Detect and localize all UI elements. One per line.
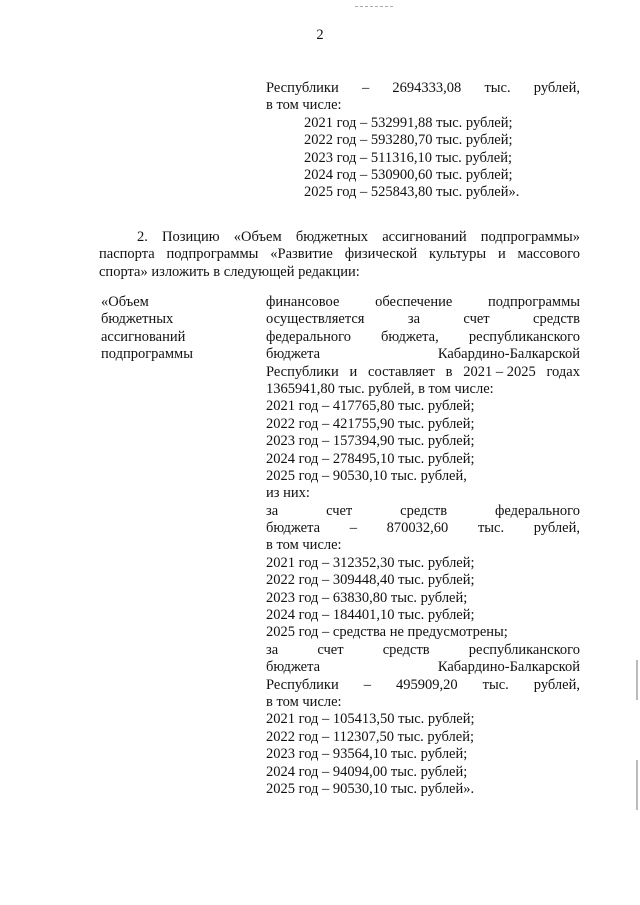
word: 2694333,08 bbox=[392, 80, 462, 96]
year-line: 2025 год – 525843,80 тыс. рублей». bbox=[304, 184, 520, 201]
year-line: 2021 год – 312352,30 тыс. рублей; bbox=[266, 554, 475, 571]
word: Республики bbox=[266, 80, 339, 96]
value-line bbox=[266, 642, 580, 659]
word: составляет bbox=[368, 363, 435, 380]
year-line: 2022 год – 112307,50 тыс. рублей; bbox=[266, 728, 474, 745]
word: Кабардино-Балкарской bbox=[437, 659, 580, 676]
label-line: «Объем bbox=[101, 294, 149, 310]
word: Республики bbox=[266, 363, 339, 380]
word: паспорта bbox=[99, 246, 155, 263]
word: федерального bbox=[266, 328, 351, 345]
year-line: 2025 год – 90530,10 тыс. рублей, bbox=[266, 467, 467, 484]
year-line: 2024 год – 94094,00 тыс. рублей; bbox=[266, 763, 468, 780]
word: тыс. bbox=[484, 80, 511, 96]
value-line: 1365941,80 тыс. рублей, в том числе: bbox=[266, 380, 494, 397]
word: 2. bbox=[137, 229, 148, 245]
word: подпрограммы bbox=[488, 294, 580, 310]
in-total-label: в том числе: bbox=[266, 693, 342, 710]
value-line bbox=[266, 520, 580, 537]
word: за bbox=[266, 502, 279, 519]
scan-artifact bbox=[355, 6, 393, 9]
year-line: 2023 год – 93564,10 тыс. рублей; bbox=[266, 746, 468, 763]
word: рублей, bbox=[533, 520, 580, 537]
year-line: 2023 год – 157394,90 тыс. рублей; bbox=[266, 433, 475, 450]
word: за bbox=[407, 311, 421, 328]
word: обеспечение bbox=[375, 294, 453, 310]
word: массового bbox=[517, 246, 580, 263]
top-first-line bbox=[266, 80, 580, 97]
word: бюджета bbox=[266, 659, 321, 676]
word: счет bbox=[326, 502, 353, 519]
value-line bbox=[266, 659, 580, 676]
paragraph-line: спорта» изложить в следующей редакции: bbox=[99, 263, 360, 280]
word: счет bbox=[463, 311, 490, 328]
value-line bbox=[266, 346, 580, 363]
word: 2021 – 2025 bbox=[463, 363, 536, 380]
word: – bbox=[349, 520, 357, 537]
top-funding-block bbox=[266, 80, 580, 202]
word: тыс. bbox=[482, 676, 509, 693]
word: бюджета, bbox=[381, 328, 439, 345]
year-line: 2023 год – 511316,10 тыс. рублей; bbox=[304, 149, 512, 166]
word: бюджета bbox=[266, 520, 321, 537]
value-line bbox=[266, 294, 580, 311]
value-line bbox=[266, 364, 580, 381]
passport-position-label bbox=[101, 294, 241, 364]
scan-edge-mark bbox=[636, 660, 638, 700]
word: 495909,20 bbox=[396, 676, 458, 693]
year-line: 2021 год – 417765,80 тыс. рублей; bbox=[266, 398, 475, 415]
word: – bbox=[361, 80, 370, 96]
word: федерального bbox=[495, 502, 580, 519]
year-line: 2024 год – 278495,10 тыс. рублей; bbox=[266, 450, 475, 467]
word: бюджета bbox=[266, 346, 321, 363]
word: «Развитие bbox=[270, 246, 333, 263]
value-line bbox=[266, 677, 580, 694]
word: ассигнований bbox=[382, 229, 467, 245]
word: Кабардино-Балкарской bbox=[437, 346, 580, 363]
year-line: 2021 год – 105413,50 тыс. рублей; bbox=[266, 711, 475, 728]
passport-position-value bbox=[266, 294, 580, 798]
word: подпрограммы bbox=[166, 246, 259, 263]
year-line: 2023 год – 63830,80 тыс. рублей; bbox=[266, 589, 468, 606]
word: средств bbox=[400, 502, 448, 519]
year-line: 2025 год – 90530,10 тыс. рублей». bbox=[266, 780, 475, 797]
label-line: бюджетных bbox=[101, 311, 174, 328]
word: средств bbox=[533, 311, 580, 328]
word: финансовое bbox=[266, 294, 340, 310]
word: подпрограммы» bbox=[480, 229, 580, 245]
word: – bbox=[363, 676, 371, 693]
item-2-paragraph bbox=[99, 229, 580, 281]
word: физической bbox=[344, 246, 418, 263]
word: в bbox=[445, 363, 453, 380]
year-line: 2024 год – 184401,10 тыс. рублей; bbox=[266, 607, 475, 624]
scan-edge-mark bbox=[636, 760, 638, 810]
label-line: подпрограммы bbox=[101, 346, 193, 363]
word: республиканского bbox=[468, 328, 580, 345]
word: осуществляется bbox=[266, 311, 365, 328]
year-line: 2025 год – средства не предусмотрены; bbox=[266, 624, 508, 641]
word: тыс. bbox=[477, 520, 505, 537]
paragraph-line bbox=[99, 229, 580, 246]
word: «Объем bbox=[233, 229, 282, 245]
year-line: 2022 год – 593280,70 тыс. рублей; bbox=[304, 132, 513, 149]
word: счет bbox=[317, 641, 344, 658]
value-line bbox=[266, 329, 580, 346]
page-number: 2 bbox=[316, 27, 324, 43]
word: и bbox=[497, 246, 506, 263]
word: республиканского bbox=[468, 641, 580, 658]
in-total-label: в том числе: bbox=[266, 537, 342, 554]
word: за bbox=[266, 641, 279, 658]
year-line: 2022 год – 309448,40 тыс. рублей; bbox=[266, 572, 475, 589]
of-them-label: из них: bbox=[266, 485, 310, 502]
word: культуры bbox=[429, 246, 487, 263]
year-line: 2021 год – 532991,88 тыс. рублей; bbox=[304, 114, 513, 131]
word: Республики bbox=[266, 676, 339, 693]
word: годах bbox=[546, 363, 580, 380]
value-line bbox=[266, 503, 580, 520]
label-line: ассигнований bbox=[101, 328, 186, 345]
word: бюджетных bbox=[295, 229, 369, 245]
paragraph-line bbox=[99, 246, 580, 263]
word: Позицию bbox=[162, 229, 220, 245]
word: средств bbox=[382, 641, 430, 658]
word: рублей, bbox=[533, 80, 580, 96]
word: и bbox=[349, 363, 358, 380]
word: 870032,60 bbox=[386, 520, 449, 537]
in-total-label: в том числе: bbox=[266, 97, 342, 114]
year-line: 2022 год – 421755,90 тыс. рублей; bbox=[266, 415, 475, 432]
word: рублей, bbox=[533, 676, 580, 693]
value-line bbox=[266, 311, 580, 328]
year-line: 2024 год – 530900,60 тыс. рублей; bbox=[304, 166, 513, 183]
